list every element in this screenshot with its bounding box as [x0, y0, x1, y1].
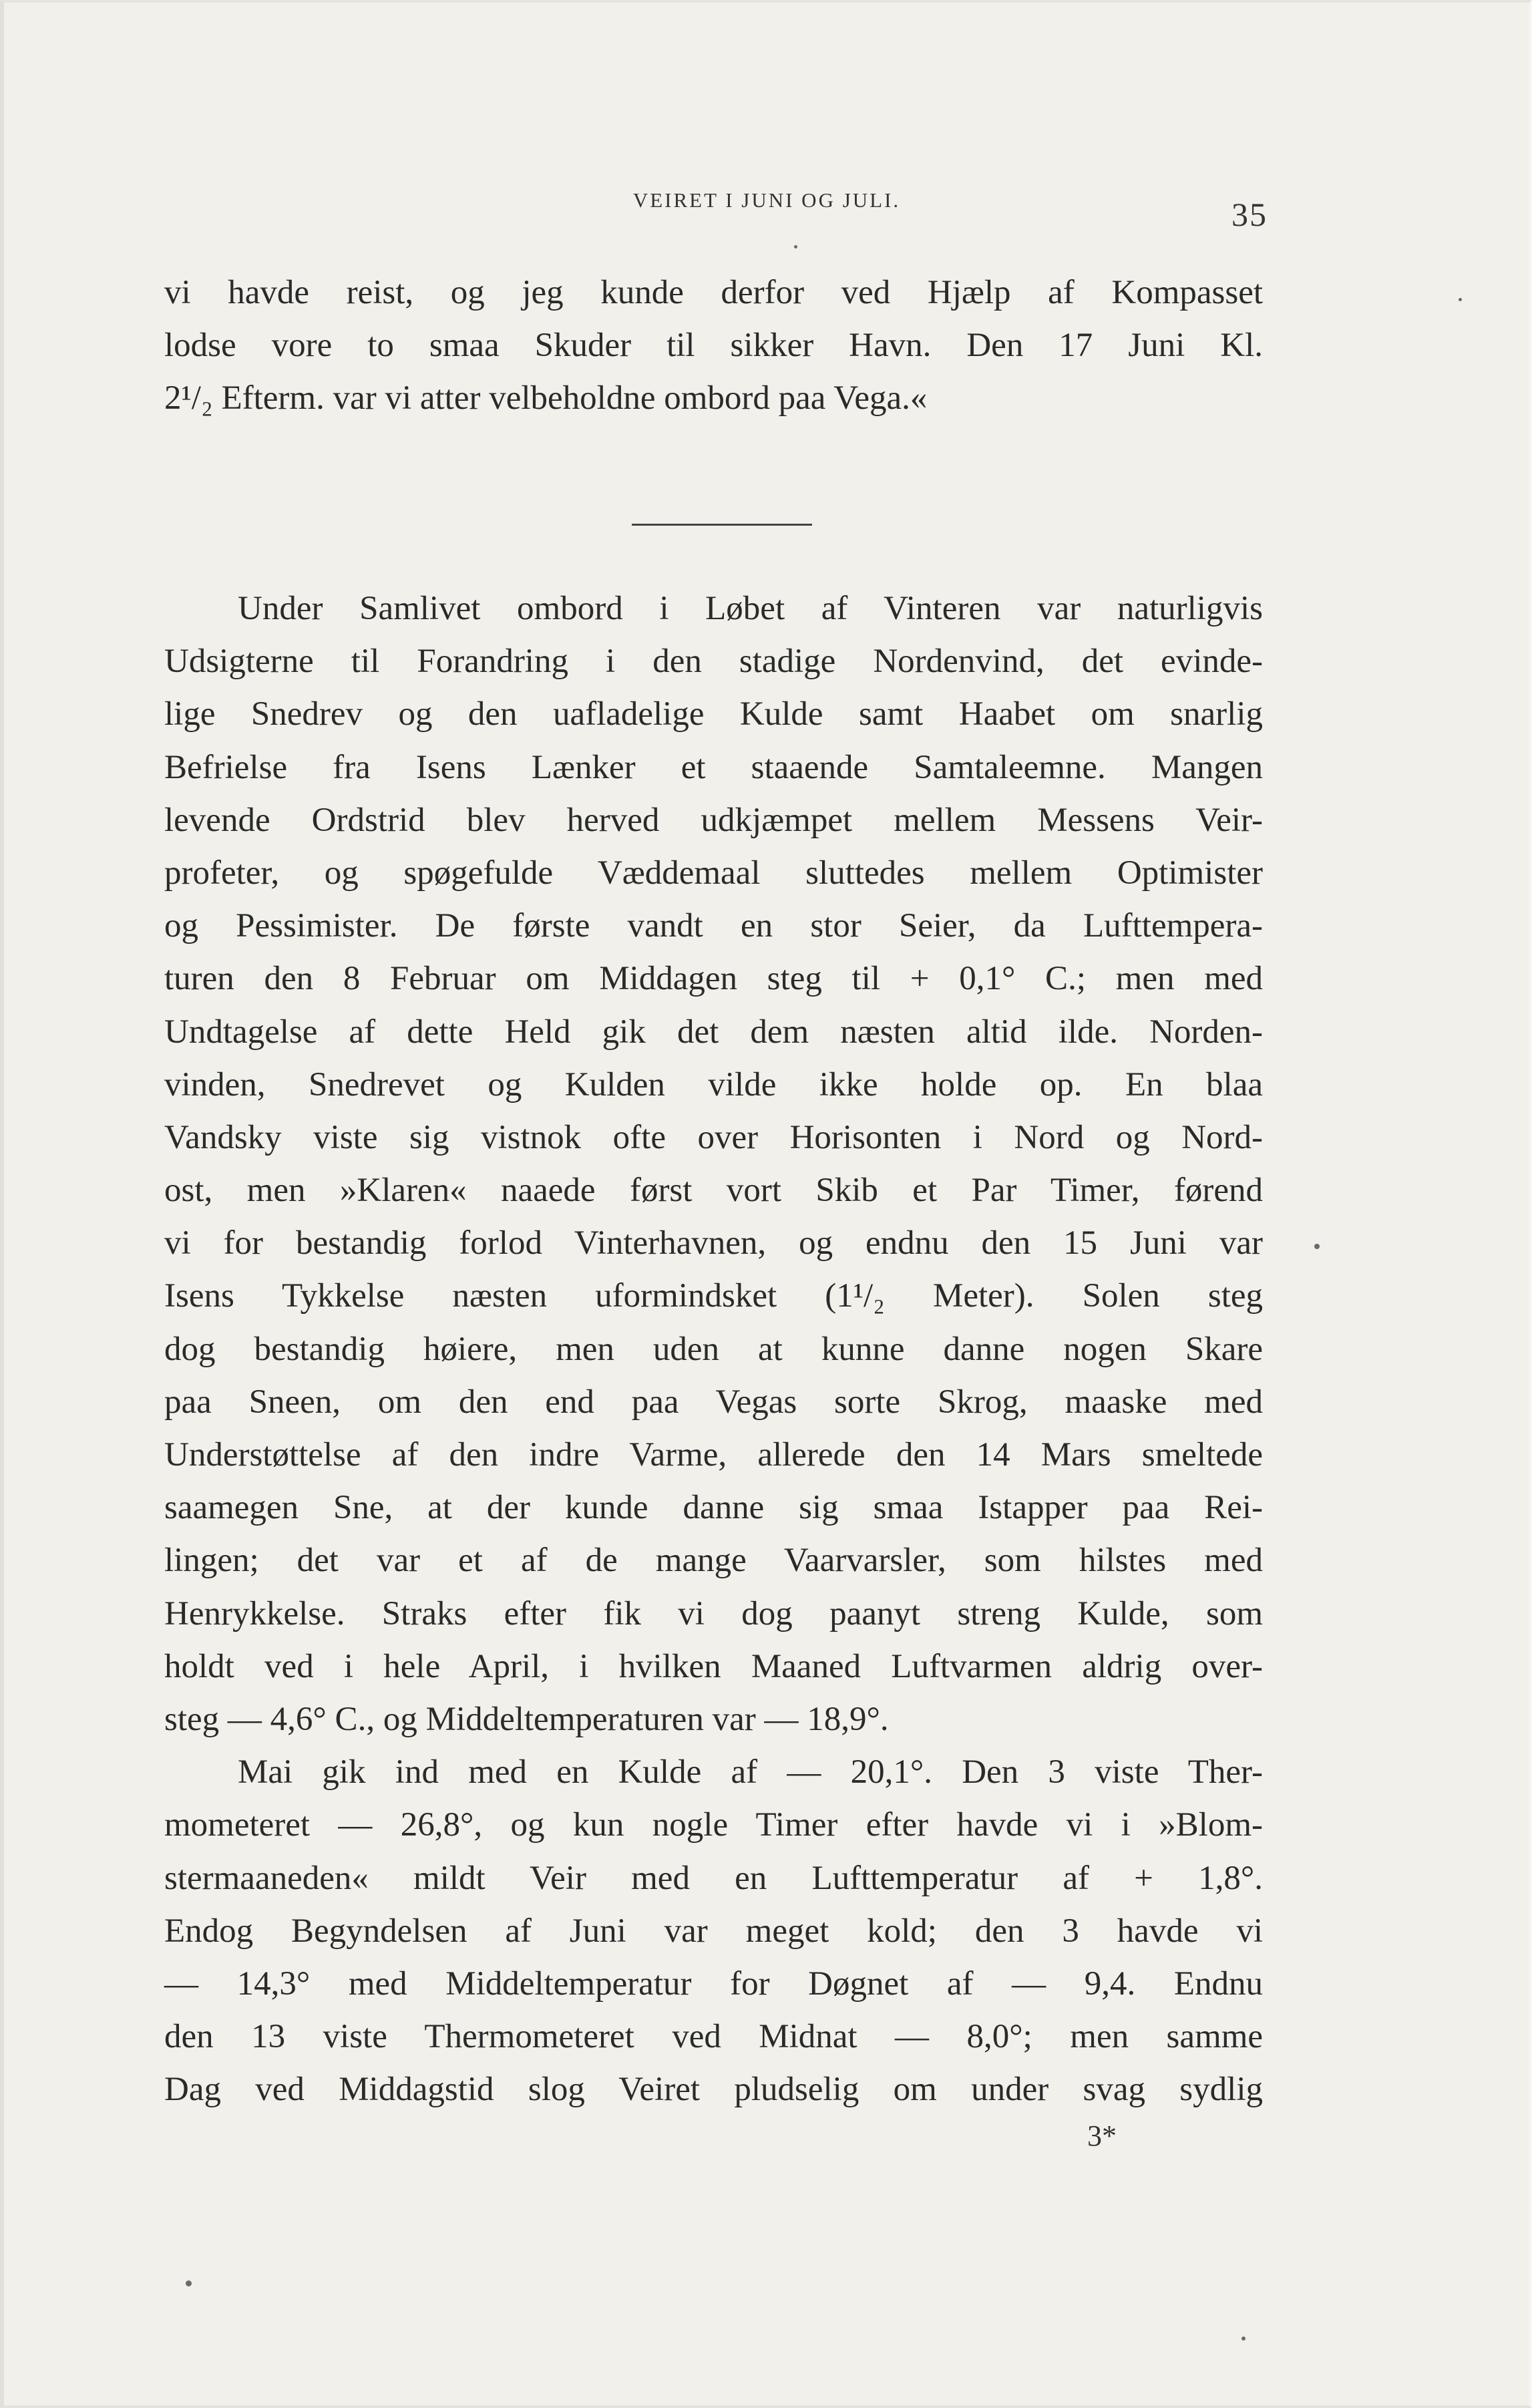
paragraph-continuation	[164, 267, 1263, 425]
text-line: ost, men »Klaren« naaede først vort Skib et Par Timer, førend	[164, 1172, 1263, 1210]
text-line: steg — 4,6° C., og Middeltemperaturen var — 18,9°.	[164, 1700, 889, 1738]
text-line: lodse vore to smaa Skuder til sikker Havn. Den 17 Juni Kl.	[164, 327, 1263, 365]
text-line: holdt ved i hele April, i hvilken Maaned Luftvarmen aldrig over-	[164, 1647, 1263, 1685]
text-line: turen den 8 Februar om Middagen steg til + 0,1° C.; men med	[164, 960, 1263, 998]
signature-mark: 3*	[1087, 2119, 1117, 2152]
text-line: dog bestandig høiere, men uden at kunne danne nogen Skare	[164, 1330, 1263, 1368]
text-line: og Pessimister. De første vandt en stor Seier, da Lufttempera-	[164, 907, 1263, 945]
paper-speck	[1314, 1244, 1320, 1249]
text-line: 2¹/₂ Efterm. var vi atter velbeholdne ombord paa Vega.«	[164, 379, 928, 417]
section-divider	[632, 524, 812, 526]
text-line: Udsigterne til Forandring i den stadige Nordenvind, det evinde-	[164, 643, 1263, 681]
text-line: Endog Begyndelsen af Juni var meget kold; den 3 havde vi	[164, 1912, 1263, 1950]
text-line: Henrykkelse. Straks efter fik vi dog paanyt streng Kulde, som	[164, 1594, 1263, 1632]
text-line: levende Ordstrid blev herved udkjæmpet mellem Messens Veir-	[164, 801, 1263, 839]
text-line: Understøttelse af den indre Varme, allerede den 14 Mars smeltede	[164, 1436, 1263, 1474]
text-line: mometeret — 26,8°, og kun nogle Timer efter havde vi i »Blom-	[164, 1806, 1263, 1844]
text-line: — 14,3° med Middeltemperatur for Døgnet af — 9,4. Endnu	[164, 1964, 1263, 2003]
text-line: Isens Tykkelse næsten uformindsket (1¹/₂ Meter). Solen steg	[164, 1277, 1263, 1315]
text-line: Dag ved Middagstid slog Veiret pludselig om under svag sydlig	[164, 2071, 1263, 2109]
text-line: Befrielse fra Isens Lænker et staaende Samtaleemne. Mangen	[164, 748, 1263, 786]
text-line: vi for bestandig forlod Vinterhavnen, og endnu den 15 Juni var	[164, 1224, 1263, 1262]
paper-speck	[794, 245, 797, 248]
text-line: profeter, og spøgefulde Væddemaal sluttedes mellem Optimister	[164, 854, 1263, 892]
text-line: vinden, Snedrevet og Kulden vilde ikke holde op. En blaa	[164, 1065, 1263, 1103]
paper-speck	[1241, 2337, 1246, 2341]
running-title: VEIRET I JUNI OG JULI.	[632, 188, 901, 212]
text-line: Under Samlivet ombord i Løbet af Vinteren var naturligvis	[238, 590, 1263, 627]
text-line: lige Snedrev og den uafladelige Kulde samt Haabet om snarlig	[164, 695, 1263, 733]
text-line: Vandsky viste sig vistnok ofte over Horisonten i Nord og Nord-	[164, 1118, 1263, 1156]
text-line: stermaaneden« mildt Veir med en Lufttemperatur af + 1,8°.	[164, 1859, 1263, 1897]
paper-speck	[186, 2280, 192, 2286]
text-line: Undtagelse af dette Held gik det dem næsten altid ilde. Norden-	[164, 1013, 1263, 1051]
text-line: vi havde reist, og jeg kunde derfor ved Hjælp af Kompasset	[164, 274, 1263, 311]
text-line: paa Sneen, om den end paa Vegas sorte Skrog, maaske med	[164, 1383, 1263, 1421]
text-line: den 13 viste Thermometeret ved Midnat — 8,0°; men samme	[164, 2018, 1263, 2056]
text-line: Mai gik ind med en Kulde af — 20,1°. Den 3 viste Ther-	[238, 1753, 1263, 1791]
paper-speck	[1459, 298, 1462, 301]
page-number: 35	[1231, 196, 1268, 233]
text-line: lingen; det var et af de mange Vaarvarsler, som hilstes med	[164, 1542, 1263, 1580]
text-line: saamegen Sne, at der kunde danne sig smaa Istapper paa Rei-	[164, 1489, 1263, 1527]
main-text	[164, 582, 1263, 2116]
